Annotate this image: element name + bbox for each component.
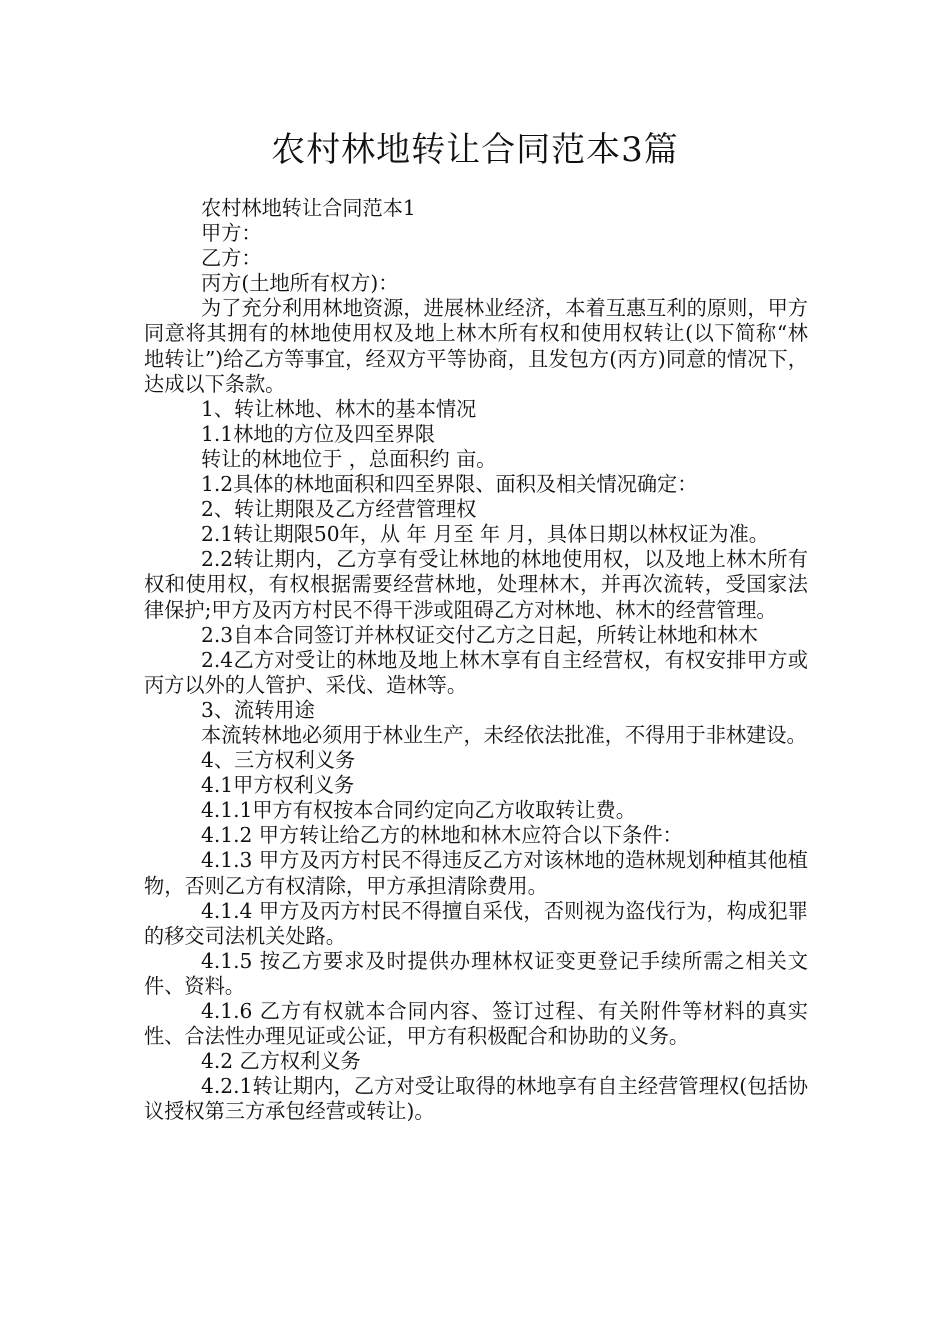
paragraph: 农村林地转让合同范本1: [201, 196, 416, 220]
paragraph: 4.2 乙方权利义务: [201, 1049, 361, 1074]
paragraph: 4.2.1转让期内，乙方对受让取得的林地享有自主经营管理权(包括协议授权第三方承包经营或转让)。: [144, 1074, 808, 1124]
paragraph: 3、流转用途: [201, 697, 315, 722]
document-body: [144, 196, 808, 1124]
paragraph: 转让的林地位于 ，总面积约 亩。: [201, 446, 497, 471]
paragraph: 4、三方权利义务: [201, 748, 356, 773]
paragraph: 为了充分利用林地资源，进展林业经济，本着互惠互利的原则，甲方同意将其拥有的林地使用权及地上林木所有权和使用权转让(以下简称“林地转让”)给乙方等事宜，经双方平等协商，且发包方(丙方)同意的情况下，达成以下条款。: [144, 296, 808, 396]
paragraph: 4.1.5 按乙方要求及时提供办理林权证变更登记手续所需之相关文件、资料。: [144, 948, 808, 998]
paragraph: 2.4乙方对受让的林地及地上林木享有自主经营权，有权安排甲方或丙方以外的人管护、采伐、造林等。: [144, 647, 808, 697]
paragraph: 4.1甲方权利义务: [201, 773, 355, 798]
paragraph: 甲方：: [201, 221, 262, 246]
paragraph: 1.1林地的方位及四至界限: [201, 421, 435, 446]
paragraph: 丙方(土地所有权方)：: [201, 271, 399, 296]
paragraph: 1、转让林地、林木的基本情况: [201, 396, 477, 421]
document-title: 农村林地转让合同范本3篇: [271, 130, 679, 170]
paragraph: 4.1.2 甲方转让给乙方的林地和林木应符合以下条件：: [201, 823, 683, 848]
paragraph: 乙方：: [201, 246, 262, 271]
paragraph: 2.3自本合同签订并林权证交付乙方之日起，所转让林地和林木: [201, 622, 758, 647]
paragraph: 4.1.1甲方有权按本合同约定向乙方收取转让费。: [201, 798, 636, 823]
paragraph: 1.2具体的林地面积和四至界限、面积及相关情况确定：: [201, 472, 698, 497]
paragraph: 2.1转让期限50年，从 年 月至 年 月，具体日期以林权证为准。: [201, 522, 769, 547]
paragraph: 4.1.6 乙方有权就本合同内容、签订过程、有关附件等材料的真实性、合法性办理见证或公证，甲方有积极配合和协助的义务。: [144, 999, 808, 1049]
paragraph: 4.1.3 甲方及丙方村民不得违反乙方对该林地的造林规划种植其他植物，否则乙方有权清除，甲方承担清除费用。: [144, 848, 808, 898]
paragraph: 2、转让期限及乙方经营管理权: [201, 497, 477, 522]
paragraph: 4.1.4 甲方及丙方村民不得擅自采伐，否则视为盗伐行为，构成犯罪的移交司法机关处路。: [144, 898, 808, 948]
paragraph: 本流转林地必须用于林业生产，未经依法批准，不得用于非林建设。: [201, 722, 807, 747]
paragraph: 2.2转让期内，乙方享有受让林地的林地使用权，以及地上林木所有权和使用权，有权根据需要经营林地，处理林木，并再次流转，受国家法律保护;甲方及丙方村民不得干涉或阻碍乙方对林地、林木的经营管理。: [144, 547, 808, 622]
